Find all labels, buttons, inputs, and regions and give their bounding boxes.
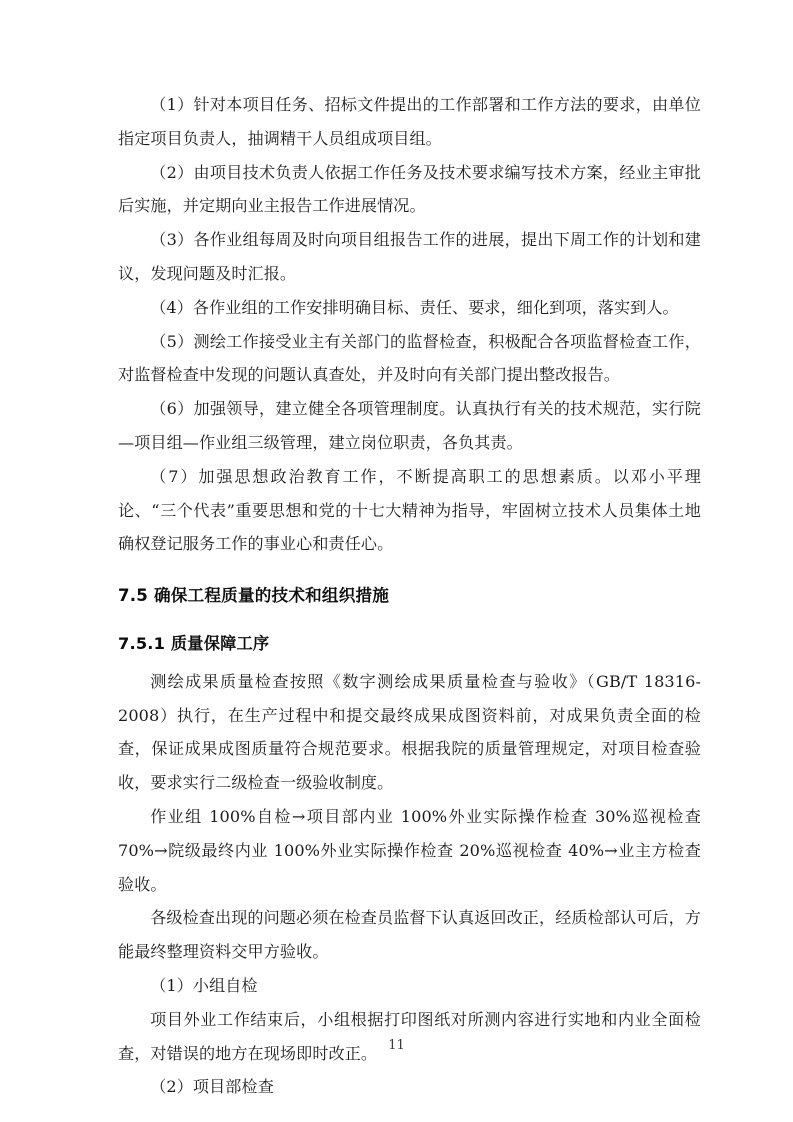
paragraph-quality-standard: 测绘成果质量检查按照《数字测绘成果质量检查与验收》（GB/T 18316-2008）执行，在生产过程中和提交最终成果成图资料前，对成果负责全面的检查，保证成果成图质量符合规范要求。根据我院的质量管理规定，对项目检查验收，要求实行二级检查一级验收制度。 xyxy=(118,671,701,793)
paragraph-item-2: （2）由项目技术负责人依据工作任务及技术要求编写技术方案，经业主审批后实施，并定期向业主报告工作进展情况。 xyxy=(118,162,701,216)
paragraph-item-3: （3）各作业组每周及时向项目组报告工作的进展，提出下周工作的计划和建议，发现问题及时汇报。 xyxy=(118,230,701,283)
paragraph-item-4: （4）各作业组的工作安排明确目标、责任、要求，细化到项，落实到人。 xyxy=(150,297,679,317)
paragraph-issue-correction: 各级检查出现的问题必须在检查员监督下认真返回改正，经质检部认可后，方能最终整理资料交甲方验收。 xyxy=(118,908,701,962)
section-heading-7-5-1: 7.5.1 质量保障工序 xyxy=(118,633,270,653)
paragraph-list-item-1: （1）小组自检 xyxy=(150,975,258,995)
paragraph-item-1: （1）针对本项目任务、招标文件提出的工作部署和工作方法的要求，由单位指定项目负责人，抽调精干人员组成项目组。 xyxy=(118,95,701,148)
page-content xyxy=(118,88,701,1104)
section-heading-7-5: 7.5 确保工程质量的技术和组织措施 xyxy=(118,586,390,606)
paragraph-item-5: （5）测绘工作接受业主有关部门的监督检查，积极配合各项监督检查工作，对监督检查中发现的问题认真查处，并及时向有关部门提出整改报告。 xyxy=(118,331,701,385)
paragraph-list-item-2: （2）项目部检查 xyxy=(150,1077,274,1097)
paragraph-inspection-workflow: 作业组 100%自检→项目部内业 100%外业实际操作检查 30%巡视检查 70%→院级最终内业 100%外业实际操作检查 20%巡视检查 40%→业主方检查验收。 xyxy=(118,806,701,894)
paragraph-group-self-check: 项目外业工作结束后，小组根据打印图纸对所测内容进行实地和内业全面检查，对错误的地方在现场即时改正。 xyxy=(118,1009,701,1063)
paragraph-item-6: （6）加强领导，建立健全各项管理制度。认真执行有关的技术规范，实行院—项目组—作业组三级管理，建立岗位职责，各负其责。 xyxy=(118,399,701,452)
page-number: 11 xyxy=(388,1038,405,1053)
paragraph-item-7: （7）加强思想政治教育工作，不断提高职工的思想素质。以邓小平理论、“三个代表”重要思想和党的十七大精神为指导，牢固树立技术人员集体土地确权登记服务工作的事业心和责任心。 xyxy=(118,466,701,554)
